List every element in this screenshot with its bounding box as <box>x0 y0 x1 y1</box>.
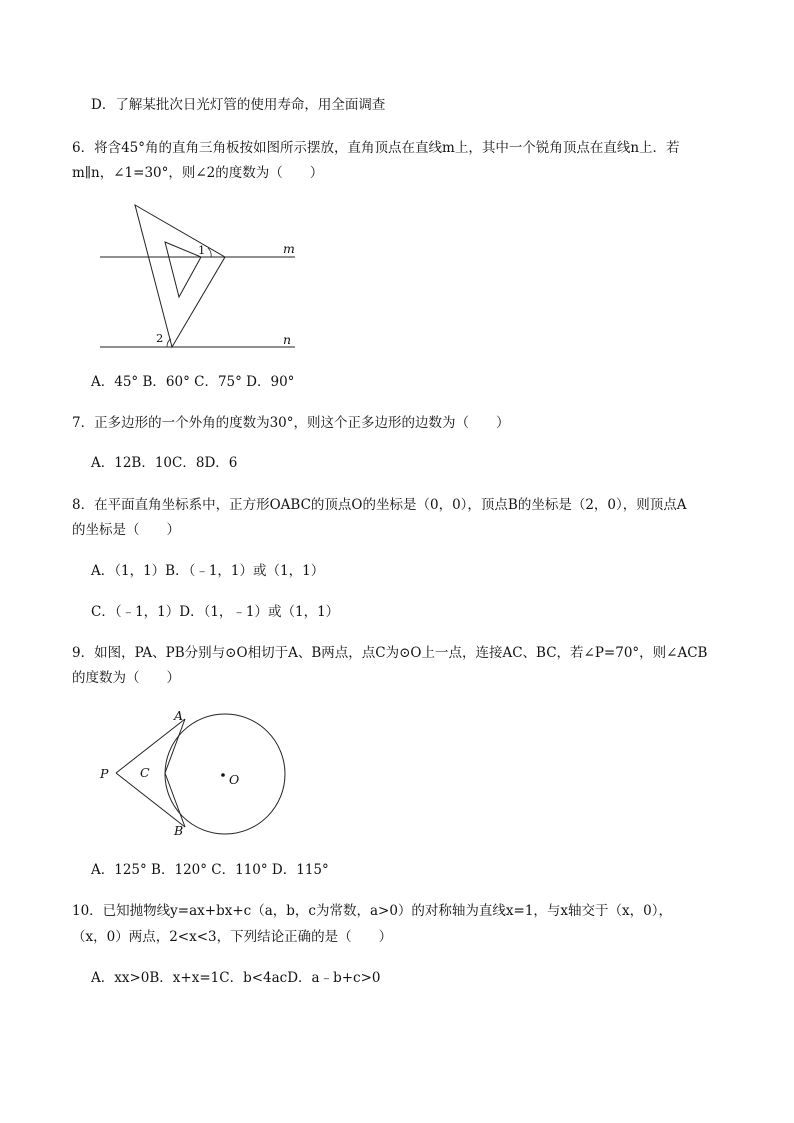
q10-stem-line-1: 10．已知抛物线y=ax+bx+c（a，b，c为常数，a>0）的对称轴为直线x=1，与x轴交于（x，0）， <box>72 903 672 919</box>
line-n-label: n <box>283 332 292 347</box>
q8-stem-line-1: 8．在平面直角坐标系中，正方形OABC的顶点O的坐标是（0，0），顶点B的坐标是（2，0），则顶点A <box>72 497 687 513</box>
point-p-label: P <box>100 766 109 781</box>
q6-stem-line-2: m∥n，∠1=30°，则∠2的度数为（ ） <box>72 165 324 181</box>
center-o-point <box>221 773 225 777</box>
point-o-label: O <box>229 772 240 787</box>
q9-stem-line-2: 的度数为（ ） <box>72 670 180 686</box>
q10-options: A．xx>0B．x+x=1C．b<4acD．a﹣b+c>0 <box>91 970 381 986</box>
q8-options-line-1: A．（1，1）B．（﹣1，1）或（1，1） <box>91 563 325 579</box>
q8-stem-line-2: 的坐标是（ ） <box>72 522 180 538</box>
angle2-label: 2 <box>156 331 164 345</box>
q7-options: A．12B．10C．8D．6 <box>91 455 238 471</box>
q10-stem-line-2: （x，0）两点，2<x<3，下列结论正确的是（ ） <box>72 929 393 945</box>
circle-o <box>165 714 285 834</box>
triangle-inner <box>165 242 201 297</box>
q6-figure <box>95 200 305 355</box>
q6-options: A．45° B．60° C．75° D．90° <box>91 374 295 390</box>
q6-stem-line-1: 6．将含45°角的直角三角板按如图所示摆放，直角顶点在直线m上，其中一个锐角顶点在直线n上．若 <box>72 140 680 156</box>
point-c-label: C <box>140 765 150 780</box>
q7-stem: 7．正多边形的一个外角的度数为30°，则这个正多边形的边数为（ ） <box>72 415 510 431</box>
triangle-outer <box>135 205 225 347</box>
line-m-label: m <box>283 241 295 256</box>
q5-option-d: D．了解某批次日光灯管的使用寿命，用全面调查 <box>91 97 386 113</box>
point-a-label: A <box>174 708 184 723</box>
angle1-arc <box>208 248 211 257</box>
q8-options-line-2: C．（﹣1，1）D．（1，﹣1）或（1，1） <box>91 604 340 620</box>
point-b-label: B <box>174 823 184 838</box>
angle1-label: 1 <box>198 243 206 257</box>
q9-figure <box>90 700 300 840</box>
q9-stem-line-1: 9．如图，PA、PB分别与⊙O相切于A、B两点，点C为⊙O上一点，连接AC、BC，若∠P=70°，则∠ACB <box>72 645 708 661</box>
q9-options: A．125° B．120° C．110° D．115° <box>91 862 329 878</box>
